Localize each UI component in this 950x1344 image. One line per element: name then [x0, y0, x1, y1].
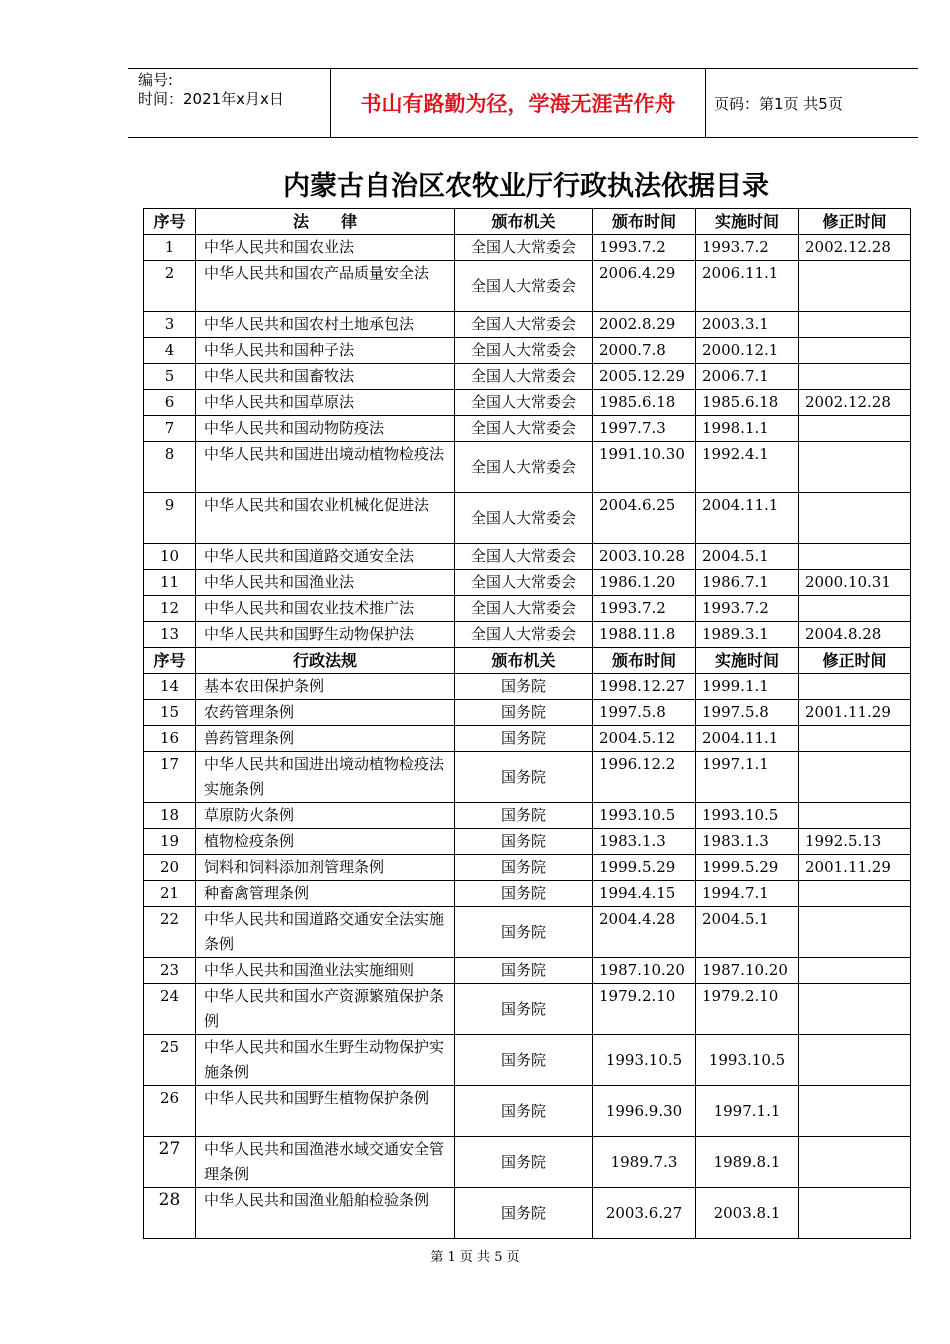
issuing-authority: 国务院	[455, 984, 593, 1035]
amendment-date	[799, 416, 911, 442]
table-row	[144, 674, 911, 700]
issue-date: 1993.10.5	[593, 1035, 696, 1086]
effective-date: 1999.5.29	[696, 855, 799, 881]
column-header: 实施时间	[696, 209, 799, 235]
column-header: 序号	[144, 209, 196, 235]
row-number: 17	[144, 752, 196, 803]
row-number: 23	[144, 958, 196, 984]
table-row	[144, 235, 911, 261]
table-row	[144, 312, 911, 338]
law-name: 中华人民共和国动物防疫法	[196, 416, 455, 442]
page-title: 内蒙古自治区农牧业厅行政执法依据目录	[283, 171, 769, 202]
law-name: 农药管理条例	[196, 700, 455, 726]
effective-date: 1979.2.10	[696, 984, 799, 1035]
table-row	[144, 855, 911, 881]
row-number: 18	[144, 803, 196, 829]
issue-date: 1996.9.30	[593, 1086, 696, 1137]
table-row	[144, 881, 911, 907]
effective-date: 1983.1.3	[696, 829, 799, 855]
issuing-authority: 全国人大常委会	[455, 544, 593, 570]
issuing-authority: 国务院	[455, 907, 593, 958]
code-label: 编号:	[138, 71, 174, 89]
effective-date: 1998.1.1	[696, 416, 799, 442]
issue-date: 1989.7.3	[593, 1137, 696, 1188]
law-name: 植物检疫条例	[196, 829, 455, 855]
issue-date: 1993.10.5	[593, 803, 696, 829]
table-row	[144, 416, 911, 442]
issuing-authority: 全国人大常委会	[455, 390, 593, 416]
document-header	[128, 68, 918, 138]
law-name: 中华人民共和国农村土地承包法	[196, 312, 455, 338]
issuing-authority: 国务院	[455, 1035, 593, 1086]
amendment-date	[799, 674, 911, 700]
amendment-date	[799, 1188, 911, 1239]
issue-date: 1996.12.2	[593, 752, 696, 803]
amendment-date	[799, 1137, 911, 1188]
effective-date: 2004.11.1	[696, 726, 799, 752]
amendment-date	[799, 1035, 911, 1086]
issue-date: 1991.10.30	[593, 442, 696, 493]
issuing-authority: 全国人大常委会	[455, 622, 593, 648]
row-number: 4	[144, 338, 196, 364]
amendment-date	[799, 958, 911, 984]
law-name: 中华人民共和国渔港水域交通安全管理条例	[196, 1137, 455, 1188]
effective-date: 2004.5.1	[696, 544, 799, 570]
issue-date: 1987.10.20	[593, 958, 696, 984]
law-name: 中华人民共和国畜牧法	[196, 364, 455, 390]
table-row	[144, 1137, 911, 1188]
law-name: 中华人民共和国道路交通安全法实施条例	[196, 907, 455, 958]
column-header: 实施时间	[696, 648, 799, 674]
law-name: 兽药管理条例	[196, 726, 455, 752]
time-label: 时间：2021年x月x日	[138, 90, 284, 108]
amendment-date	[799, 881, 911, 907]
row-number: 6	[144, 390, 196, 416]
effective-date: 1994.7.1	[696, 881, 799, 907]
table-row	[144, 1188, 911, 1239]
effective-date: 1989.8.1	[696, 1137, 799, 1188]
effective-date: 2006.7.1	[696, 364, 799, 390]
law-name: 中华人民共和国种子法	[196, 338, 455, 364]
table-row	[144, 442, 911, 493]
law-name: 饲料和饲料添加剂管理条例	[196, 855, 455, 881]
law-name: 中华人民共和国水产资源繁殖保护条例	[196, 984, 455, 1035]
issue-date: 2003.6.27	[593, 1188, 696, 1239]
issue-date: 2002.8.29	[593, 312, 696, 338]
amendment-date	[799, 803, 911, 829]
issuing-authority: 国务院	[455, 1086, 593, 1137]
table-row	[144, 544, 911, 570]
effective-date: 1997.5.8	[696, 700, 799, 726]
law-name: 中华人民共和国野生动物保护法	[196, 622, 455, 648]
column-header: 颁布时间	[593, 209, 696, 235]
amendment-date	[799, 752, 911, 803]
issuing-authority: 全国人大常委会	[455, 312, 593, 338]
page-footer: 第 1 页 共 5 页	[430, 1250, 520, 1265]
amendment-date	[799, 1086, 911, 1137]
issue-date: 1986.1.20	[593, 570, 696, 596]
issue-date: 1979.2.10	[593, 984, 696, 1035]
amendment-date: 2001.11.29	[799, 700, 911, 726]
effective-date: 1993.10.5	[696, 803, 799, 829]
law-name: 中华人民共和国渔业法实施细则	[196, 958, 455, 984]
issuing-authority: 全国人大常委会	[455, 442, 593, 493]
table-row	[144, 829, 911, 855]
effective-date: 1992.4.1	[696, 442, 799, 493]
header-meta	[128, 69, 330, 137]
issue-date: 1983.1.3	[593, 829, 696, 855]
issue-date: 1993.7.2	[593, 596, 696, 622]
law-table	[143, 208, 911, 1239]
row-number: 7	[144, 416, 196, 442]
table-row	[144, 958, 911, 984]
table-row	[144, 622, 911, 648]
issue-date: 2004.5.12	[593, 726, 696, 752]
row-number: 1	[144, 235, 196, 261]
row-number: 24	[144, 984, 196, 1035]
issue-date: 1999.5.29	[593, 855, 696, 881]
row-number: 3	[144, 312, 196, 338]
issuing-authority: 国务院	[455, 1188, 593, 1239]
amendment-date: 1992.5.13	[799, 829, 911, 855]
amendment-date	[799, 544, 911, 570]
header-motto: 书山有路勤为径，学海无涯苦作舟	[330, 69, 706, 137]
laws-header-row	[144, 209, 911, 235]
law-name: 中华人民共和国农业机械化促进法	[196, 493, 455, 544]
issuing-authority: 国务院	[455, 829, 593, 855]
law-name: 种畜禽管理条例	[196, 881, 455, 907]
issue-date: 1994.4.15	[593, 881, 696, 907]
amendment-date	[799, 596, 911, 622]
row-number: 20	[144, 855, 196, 881]
effective-date: 2006.11.1	[696, 261, 799, 312]
row-number: 8	[144, 442, 196, 493]
issuing-authority: 国务院	[455, 958, 593, 984]
amendment-date	[799, 726, 911, 752]
table-row	[144, 700, 911, 726]
row-number: 15	[144, 700, 196, 726]
table-row	[144, 493, 911, 544]
row-number: 12	[144, 596, 196, 622]
issue-date: 2004.6.25	[593, 493, 696, 544]
amendment-date	[799, 493, 911, 544]
amendment-date	[799, 312, 911, 338]
row-number: 26	[144, 1086, 196, 1137]
law-name: 中华人民共和国进出境动植物检疫法实施条例	[196, 752, 455, 803]
effective-date: 1999.1.1	[696, 674, 799, 700]
amendment-date: 2000.10.31	[799, 570, 911, 596]
law-name: 中华人民共和国水生野生动物保护实施条例	[196, 1035, 455, 1086]
table-row	[144, 752, 911, 803]
amendment-date	[799, 907, 911, 958]
row-number: 10	[144, 544, 196, 570]
column-header: 颁布机关	[455, 209, 593, 235]
row-number: 11	[144, 570, 196, 596]
table-row	[144, 261, 911, 312]
row-number: 16	[144, 726, 196, 752]
row-number: 5	[144, 364, 196, 390]
effective-date: 1987.10.20	[696, 958, 799, 984]
issue-date: 2004.4.28	[593, 907, 696, 958]
table-row	[144, 726, 911, 752]
row-number: 9	[144, 493, 196, 544]
table-row	[144, 1086, 911, 1137]
law-name: 中华人民共和国道路交通安全法	[196, 544, 455, 570]
issuing-authority: 国务院	[455, 803, 593, 829]
row-number: 2	[144, 261, 196, 312]
table-row	[144, 907, 911, 958]
row-number: 21	[144, 881, 196, 907]
law-name: 中华人民共和国渔业法	[196, 570, 455, 596]
issue-date: 1985.6.18	[593, 390, 696, 416]
issue-date: 2006.4.29	[593, 261, 696, 312]
row-number: 27	[144, 1137, 196, 1188]
law-name: 中华人民共和国草原法	[196, 390, 455, 416]
issuing-authority: 全国人大常委会	[455, 570, 593, 596]
amendment-date: 2002.12.28	[799, 390, 911, 416]
issuing-authority: 国务院	[455, 855, 593, 881]
effective-date: 1989.3.1	[696, 622, 799, 648]
amendment-date	[799, 338, 911, 364]
amendment-date	[799, 261, 911, 312]
issue-date: 1993.7.2	[593, 235, 696, 261]
table-row	[144, 390, 911, 416]
table-row	[144, 984, 911, 1035]
law-name: 基本农田保护条例	[196, 674, 455, 700]
effective-date: 2004.11.1	[696, 493, 799, 544]
issue-date: 2003.10.28	[593, 544, 696, 570]
column-header: 法 律	[196, 209, 455, 235]
issue-date: 2005.12.29	[593, 364, 696, 390]
law-name: 草原防火条例	[196, 803, 455, 829]
issuing-authority: 全国人大常委会	[455, 338, 593, 364]
regulations-header-row	[144, 648, 911, 674]
table-row	[144, 803, 911, 829]
law-name: 中华人民共和国渔业船舶检验条例	[196, 1188, 455, 1239]
amendment-date: 2001.11.29	[799, 855, 911, 881]
table-row	[144, 338, 911, 364]
effective-date: 1993.7.2	[696, 235, 799, 261]
row-number: 13	[144, 622, 196, 648]
effective-date: 2000.12.1	[696, 338, 799, 364]
column-header: 颁布机关	[455, 648, 593, 674]
column-header: 序号	[144, 648, 196, 674]
issuing-authority: 全国人大常委会	[455, 416, 593, 442]
column-header: 修正时间	[799, 209, 911, 235]
row-number: 22	[144, 907, 196, 958]
amendment-date: 2002.12.28	[799, 235, 911, 261]
table-row	[144, 570, 911, 596]
issue-date: 1998.12.27	[593, 674, 696, 700]
effective-date: 2003.3.1	[696, 312, 799, 338]
amendment-date	[799, 984, 911, 1035]
issue-date: 2000.7.8	[593, 338, 696, 364]
issuing-authority: 国务院	[455, 881, 593, 907]
law-name: 中华人民共和国农产品质量安全法	[196, 261, 455, 312]
column-header: 行政法规	[196, 648, 455, 674]
issue-date: 1997.5.8	[593, 700, 696, 726]
issue-date: 1988.11.8	[593, 622, 696, 648]
amendment-date	[799, 364, 911, 390]
row-number: 28	[144, 1188, 196, 1239]
issuing-authority: 全国人大常委会	[455, 493, 593, 544]
amendment-date	[799, 442, 911, 493]
issuing-authority: 国务院	[455, 1137, 593, 1188]
effective-date: 1986.7.1	[696, 570, 799, 596]
effective-date: 1985.6.18	[696, 390, 799, 416]
law-name: 中华人民共和国农业技术推广法	[196, 596, 455, 622]
law-name: 中华人民共和国进出境动植物检疫法	[196, 442, 455, 493]
issuing-authority: 全国人大常委会	[455, 364, 593, 390]
issuing-authority: 国务院	[455, 726, 593, 752]
effective-date: 2004.5.1	[696, 907, 799, 958]
row-number: 14	[144, 674, 196, 700]
issuing-authority: 全国人大常委会	[455, 261, 593, 312]
law-name: 中华人民共和国农业法	[196, 235, 455, 261]
effective-date: 2003.8.1	[696, 1188, 799, 1239]
effective-date: 1993.10.5	[696, 1035, 799, 1086]
row-number: 19	[144, 829, 196, 855]
table-row	[144, 364, 911, 390]
issuing-authority: 国务院	[455, 674, 593, 700]
issuing-authority: 国务院	[455, 752, 593, 803]
row-number: 25	[144, 1035, 196, 1086]
amendment-date: 2004.8.28	[799, 622, 911, 648]
issuing-authority: 国务院	[455, 700, 593, 726]
column-header: 颁布时间	[593, 648, 696, 674]
effective-date: 1997.1.1	[696, 1086, 799, 1137]
table-row	[144, 1035, 911, 1086]
table-row	[144, 596, 911, 622]
issuing-authority: 全国人大常委会	[455, 235, 593, 261]
law-name: 中华人民共和国野生植物保护条例	[196, 1086, 455, 1137]
column-header: 修正时间	[799, 648, 911, 674]
issue-date: 1997.7.3	[593, 416, 696, 442]
effective-date: 1997.1.1	[696, 752, 799, 803]
header-page-info: 页码：第1页 共5页	[714, 94, 843, 113]
effective-date: 1993.7.2	[696, 596, 799, 622]
issuing-authority: 全国人大常委会	[455, 596, 593, 622]
